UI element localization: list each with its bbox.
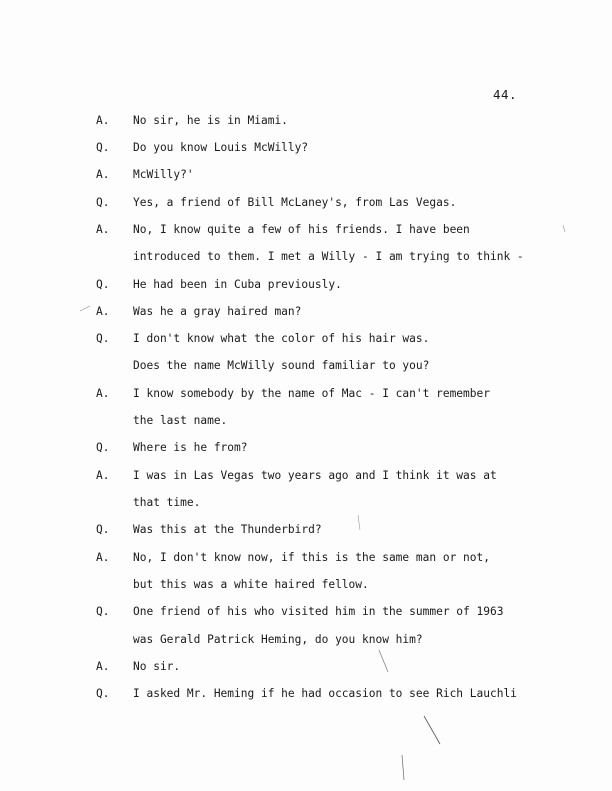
scan-mark — [358, 515, 360, 530]
transcript-line: He had been in Cuba previously. — [133, 278, 342, 291]
scan-mark — [379, 650, 388, 672]
transcript-line: Does the name McWilly sound familiar to you? — [133, 359, 430, 372]
speaker-label: A. — [96, 305, 110, 318]
transcript-line: but this was a white haired fellow. — [133, 578, 369, 591]
speaker-label: Q. — [96, 278, 110, 291]
speaker-label: A. — [96, 114, 110, 127]
speaker-label: Q. — [96, 523, 110, 536]
speaker-label: Q. — [96, 141, 110, 154]
transcript-line: I asked Mr. Heming if he had occasion to see Rich Lauchli — [133, 687, 517, 700]
transcript-line: Was this at the Thunderbird? — [133, 523, 322, 536]
scan-mark — [563, 225, 565, 232]
speaker-label: Q. — [96, 605, 110, 618]
speaker-label: A. — [96, 387, 110, 400]
transcript-line: that time. — [133, 496, 201, 509]
speaker-label: A. — [96, 469, 110, 482]
speaker-label: A. — [96, 168, 110, 181]
transcript-line: introduced to them. I met a Willy - I am trying to think - — [133, 250, 524, 263]
speaker-label: A. — [96, 660, 110, 673]
speaker-label: A. — [96, 551, 110, 564]
speaker-label: Q. — [96, 196, 110, 209]
transcript-line: One friend of his who visited him in the summer of 1963 — [133, 605, 504, 618]
transcript-line: the last name. — [133, 414, 228, 427]
transcript-line: No, I know quite a few of his friends. I have been — [133, 223, 470, 236]
scan-mark — [402, 755, 404, 780]
transcript-line: I know somebody by the name of Mac - I can't remember — [133, 387, 490, 400]
transcript-line: No, I don't know now, if this is the same man or not, — [133, 551, 490, 564]
transcript-line: Do you know Louis McWilly? — [133, 141, 309, 154]
transcript-line: Was he a gray haired man? — [133, 305, 302, 318]
page-number: 44. — [493, 87, 518, 102]
transcript-line: McWilly?' — [133, 168, 194, 181]
scan-mark — [80, 306, 90, 311]
transcript-line: No sir, he is in Miami. — [133, 114, 288, 127]
transcript-line: Yes, a friend of Bill McLaney's, from Las Vegas. — [133, 196, 457, 209]
speaker-label: Q. — [96, 687, 110, 700]
transcript-line: No sir. — [133, 660, 181, 673]
transcript-line: was Gerald Patrick Heming, do you know him? — [133, 633, 423, 646]
transcript-line: I was in Las Vegas two years ago and I think it was at — [133, 469, 497, 482]
speaker-label: Q. — [96, 441, 110, 454]
speaker-label: Q. — [96, 332, 110, 345]
transcript-line: Where is he from? — [133, 441, 248, 454]
speaker-label: A. — [96, 223, 110, 236]
scan-mark — [424, 716, 440, 744]
transcript-line: I don't know what the color of his hair was. — [133, 332, 430, 345]
